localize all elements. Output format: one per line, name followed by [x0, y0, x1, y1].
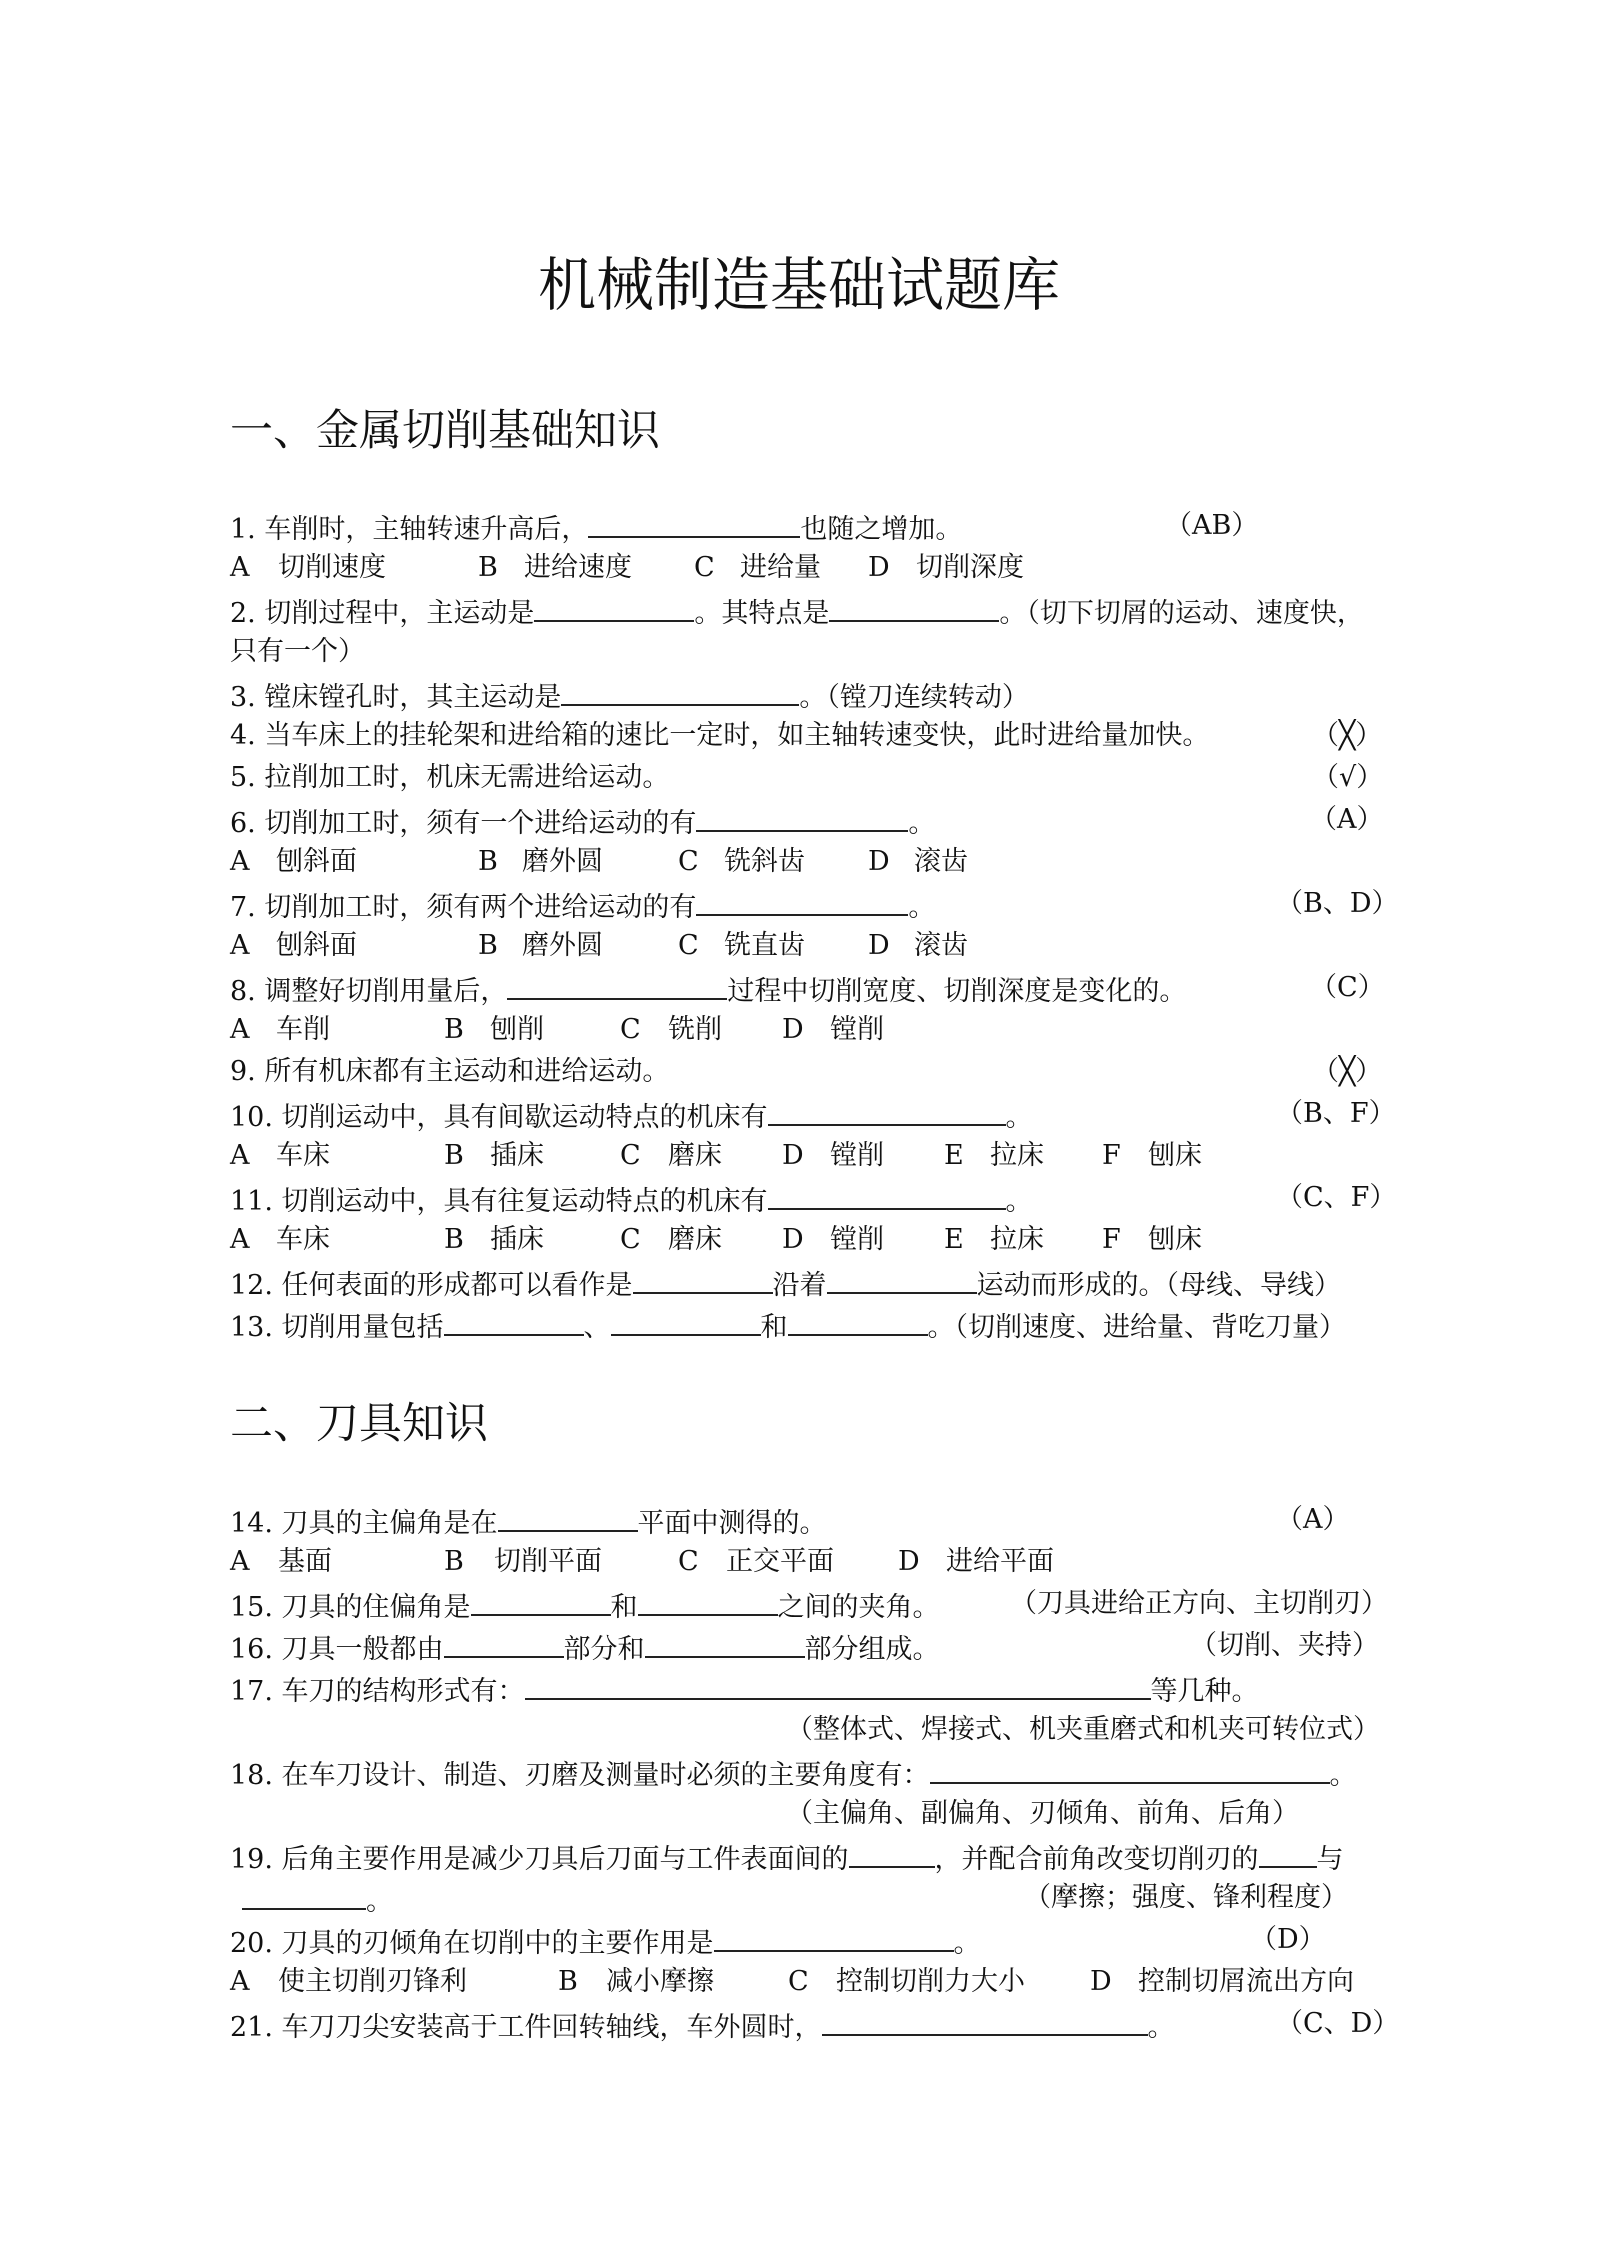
option-letter: A — [230, 552, 250, 583]
question-11 — [230, 1180, 1033, 1220]
option-text: 车床 — [276, 1224, 330, 1255]
option-text: 铣削 — [668, 1014, 722, 1045]
option-text: 车床 — [276, 1140, 330, 1171]
option-text: 镗削 — [830, 1014, 884, 1045]
option-text: 刨斜面 — [276, 930, 357, 961]
option-text: 进给速度 — [524, 552, 632, 583]
option-letter: C — [620, 1140, 641, 1171]
answer-blank — [788, 1306, 928, 1336]
answer-blank — [525, 1670, 1151, 1700]
question-text: 8. 调整好切削用量后， — [230, 976, 508, 1007]
question-text: 和 — [610, 1592, 638, 1623]
question-text: 也随之增加。 — [800, 514, 963, 545]
option-letter: D — [782, 1014, 804, 1045]
question-text: 。 — [1005, 1102, 1033, 1133]
option-letter: A — [230, 930, 250, 961]
option-text: 刨床 — [1148, 1224, 1202, 1255]
option-letter: A — [230, 1966, 250, 1997]
question-text: 1. 车削时，主轴转速升高后， — [230, 514, 589, 545]
option-letter: D — [868, 552, 890, 583]
question-2-continued: 只有一个） — [230, 636, 365, 667]
answer-blank — [498, 1502, 638, 1532]
question-text: 。 — [953, 1928, 981, 1959]
answer-key: （切削、夹持） — [1190, 1630, 1379, 1661]
option-text: 磨床 — [668, 1140, 722, 1171]
answer-blank — [588, 508, 800, 538]
answer-key: （摩擦；强度、锋利程度） — [1024, 1882, 1348, 1913]
option-text: 使主切削刃锋利 — [278, 1966, 467, 1997]
answer-blank — [829, 592, 999, 622]
option-text: 磨床 — [668, 1224, 722, 1255]
option-text: 插床 — [490, 1224, 544, 1255]
option-letter: D — [898, 1546, 920, 1577]
option-letter: C — [678, 846, 699, 877]
answer-key: （A） — [1276, 1504, 1350, 1535]
answer-key: （B、D） — [1276, 888, 1399, 919]
answer-key: （√） — [1312, 762, 1384, 793]
option-letter: E — [944, 1224, 964, 1255]
question-5: 5. 拉削加工时，机床无需进给运动。 — [230, 762, 670, 793]
question-text: 之间的夹角。 — [777, 1592, 940, 1623]
option-text: 控制切削力大小 — [836, 1966, 1025, 1997]
answer-key: （C） — [1310, 972, 1385, 1003]
answer-blank — [561, 676, 799, 706]
question-text: ，并配合前角改变切削刃的 — [934, 1844, 1259, 1875]
answer-key: （整体式、焊接式、机夹重磨式和机夹可转位式） — [786, 1714, 1380, 1745]
option-letter: B — [444, 1224, 464, 1255]
answer-key: （╳） — [1312, 720, 1383, 751]
question-text: 17. 车刀的结构形式有： — [230, 1676, 525, 1707]
question-text: 15. 刀具的住偏角是 — [230, 1592, 471, 1623]
option-text: 切削速度 — [278, 552, 386, 583]
question-14 — [230, 1502, 827, 1542]
question-19 — [230, 1838, 1344, 1878]
question-16 — [230, 1628, 940, 1668]
question-text: 6. 切削加工时，须有一个进给运动的有 — [230, 808, 697, 839]
question-text: 14. 刀具的主偏角是在 — [230, 1508, 498, 1539]
answer-key: （主偏角、副偏角、刃倾角、前角、后角） — [786, 1798, 1299, 1829]
question-text: 10. 切削运动中，具有间歇运动特点的机床有 — [230, 1102, 768, 1133]
question-7 — [230, 886, 935, 926]
answer-key: （╳） — [1312, 1056, 1383, 1087]
option-letter: D — [782, 1224, 804, 1255]
question-text: 。 — [366, 1886, 393, 1917]
answer-blank — [822, 2006, 1148, 2036]
option-text: 基面 — [278, 1546, 332, 1577]
option-letter: F — [1102, 1140, 1121, 1171]
answer-blank — [507, 970, 727, 1000]
question-text: 。 — [908, 892, 936, 923]
option-letter: A — [230, 1224, 250, 1255]
answer-key: （C、F） — [1276, 1182, 1397, 1213]
question-text: 20. 刀具的刃倾角在切削中的主要作用是 — [230, 1928, 714, 1959]
answer-blank — [827, 1264, 977, 1294]
question-4: 4. 当车床上的挂轮架和进给箱的速比一定时，如主轴转速变快，此时进给量加快。 — [230, 720, 1210, 751]
question-text: 。 — [908, 808, 936, 839]
section-heading-2: 二、刀具知识 — [230, 1399, 488, 1449]
question-text: 。（镗刀连续转动） — [799, 682, 1029, 713]
answer-blank — [696, 802, 908, 832]
answer-blank — [696, 886, 908, 916]
question-2 — [230, 592, 1364, 632]
option-text: 铣斜齿 — [724, 846, 805, 877]
question-18 — [230, 1754, 1357, 1794]
option-letter: B — [444, 1546, 464, 1577]
question-6 — [230, 802, 935, 842]
option-letter: B — [444, 1014, 464, 1045]
option-letter: D — [868, 846, 890, 877]
answer-key: （C、D） — [1276, 2008, 1400, 2039]
answer-blank — [638, 1586, 778, 1616]
option-text: 刨斜面 — [276, 846, 357, 877]
answer-blank — [1259, 1838, 1317, 1868]
option-letter: D — [868, 930, 890, 961]
question-text: 沿着 — [772, 1270, 827, 1301]
answer-blank — [849, 1838, 935, 1868]
option-text: 滚齿 — [914, 930, 968, 961]
answer-key: （刀具进给正方向、主切削刃） — [1010, 1588, 1388, 1619]
question-20 — [230, 1922, 981, 1962]
option-letter: C — [788, 1966, 809, 1997]
option-text: 镗削 — [830, 1140, 884, 1171]
option-letter: E — [944, 1140, 964, 1171]
option-text: 插床 — [490, 1140, 544, 1171]
option-letter: A — [230, 1140, 250, 1171]
option-letter: F — [1102, 1224, 1121, 1255]
answer-blank — [534, 592, 694, 622]
option-text: 减小摩擦 — [606, 1966, 714, 1997]
option-text: 正交平面 — [726, 1546, 834, 1577]
option-text: 滚齿 — [914, 846, 968, 877]
question-text: 。（切下切屑的运动、速度快， — [999, 598, 1364, 629]
option-letter: A — [230, 1546, 250, 1577]
option-text: 磨外圆 — [522, 930, 603, 961]
question-1 — [230, 508, 962, 548]
answer-blank — [242, 1880, 366, 1910]
question-text: 、 — [583, 1312, 611, 1343]
answer-key: （A） — [1310, 804, 1384, 835]
option-letter: B — [478, 552, 498, 583]
question-19-continued — [242, 1880, 393, 1920]
option-text: 控制切屑流出方向 — [1138, 1966, 1354, 1997]
question-13 — [230, 1306, 1346, 1346]
question-10 — [230, 1096, 1033, 1136]
document-title: 机械制造基础试题库 — [537, 251, 1060, 319]
question-text: 。（切削速度、进给量、背吃刀量） — [927, 1312, 1347, 1343]
question-17 — [230, 1670, 1259, 1710]
question-15 — [230, 1586, 940, 1626]
option-text: 刨削 — [490, 1014, 544, 1045]
answer-key: （AB） — [1165, 510, 1259, 541]
question-text: 等几种。 — [1150, 1676, 1259, 1707]
answer-blank — [930, 1754, 1330, 1784]
option-text: 进给平面 — [946, 1546, 1054, 1577]
question-text: 运动而形成的。（母线、导线） — [976, 1270, 1342, 1301]
question-text: 。 — [1005, 1186, 1033, 1217]
answer-blank — [768, 1096, 1006, 1126]
option-text: 镗削 — [830, 1224, 884, 1255]
option-text: 磨外圆 — [522, 846, 603, 877]
question-9: 9. 所有机床都有主运动和进给运动。 — [230, 1056, 670, 1087]
option-letter: A — [230, 1014, 250, 1045]
section-heading-1: 一、金属切削基础知识 — [230, 406, 660, 456]
question-text: 平面中测得的。 — [637, 1508, 827, 1539]
question-text: 13. 切削用量包括 — [230, 1312, 444, 1343]
question-text: 11. 切削运动中，具有往复运动特点的机床有 — [230, 1186, 768, 1217]
question-text: 与 — [1316, 1844, 1344, 1875]
option-text: 铣直齿 — [724, 930, 805, 961]
answer-key: （D） — [1250, 1924, 1326, 1955]
question-12 — [230, 1264, 1341, 1304]
question-text: 7. 切削加工时，须有两个进给运动的有 — [230, 892, 697, 923]
option-text: 拉床 — [990, 1224, 1044, 1255]
question-text: 19. 后角主要作用是减少刀具后刀面与工件表面间的 — [230, 1844, 849, 1875]
question-text: 。 — [1329, 1760, 1357, 1791]
answer-blank — [633, 1264, 773, 1294]
answer-blank — [768, 1180, 1006, 1210]
option-text: 切削平面 — [494, 1546, 602, 1577]
option-letter: C — [678, 930, 699, 961]
question-text: 。其特点是 — [694, 598, 830, 629]
answer-key: （B、F） — [1276, 1098, 1396, 1129]
question-text: 过程中切削宽度、切削深度是变化的。 — [727, 976, 1187, 1007]
option-letter: C — [694, 552, 715, 583]
question-text: 16. 刀具一般都由 — [230, 1634, 444, 1665]
option-letter: D — [1090, 1966, 1112, 1997]
answer-blank — [444, 1306, 584, 1336]
question-text: 2. 切削过程中，主运动是 — [230, 598, 535, 629]
option-text: 切削深度 — [916, 552, 1024, 583]
answer-blank — [471, 1586, 611, 1616]
question-21 — [230, 2006, 1175, 2046]
question-text: 12. 任何表面的形成都可以看作是 — [230, 1270, 633, 1301]
answer-blank — [645, 1628, 805, 1658]
question-text: 18. 在车刀设计、制造、刃磨及测量时必须的主要角度有： — [230, 1760, 930, 1791]
option-text: 车削 — [276, 1014, 330, 1045]
question-text: 3. 镗床镗孔时，其主运动是 — [230, 682, 562, 713]
option-letter: C — [678, 1546, 699, 1577]
question-3 — [230, 676, 1029, 716]
option-letter: B — [558, 1966, 578, 1997]
question-text: 部分组成。 — [804, 1634, 940, 1665]
answer-blank — [714, 1922, 954, 1952]
answer-blank — [611, 1306, 761, 1336]
question-text: 部分和 — [563, 1634, 645, 1665]
question-text: 和 — [760, 1312, 788, 1343]
option-letter: A — [230, 846, 250, 877]
question-text: 21. 车刀刀尖安装高于工件回转轴线，车外圆时， — [230, 2012, 822, 2043]
option-letter: C — [620, 1224, 641, 1255]
option-text: 刨床 — [1148, 1140, 1202, 1171]
option-text: 拉床 — [990, 1140, 1044, 1171]
option-letter: B — [478, 930, 498, 961]
question-text: 。 — [1147, 2012, 1175, 2043]
option-letter: D — [782, 1140, 804, 1171]
option-letter: B — [478, 846, 498, 877]
option-letter: B — [444, 1140, 464, 1171]
option-letter: C — [620, 1014, 641, 1045]
question-8 — [230, 970, 1186, 1010]
answer-blank — [444, 1628, 564, 1658]
option-text: 进给量 — [740, 552, 821, 583]
